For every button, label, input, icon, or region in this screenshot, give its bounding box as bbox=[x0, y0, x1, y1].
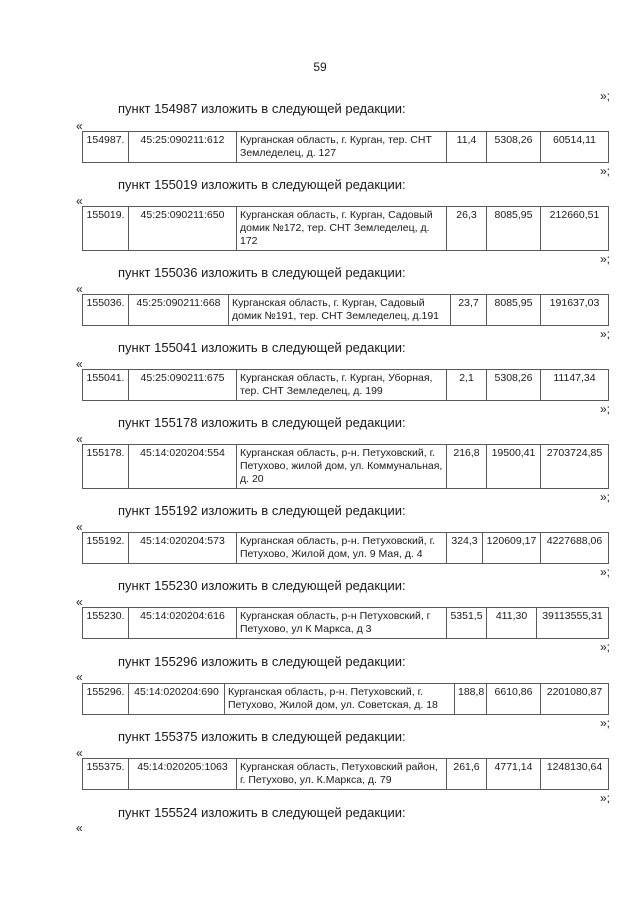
address: Курганская область, р-н Петуховский, г Петухово, ул К Маркса, д 3 bbox=[237, 608, 447, 639]
cadastral-value: 212660,51 bbox=[541, 207, 609, 251]
amendment-table bbox=[82, 294, 609, 326]
opening-quote: « bbox=[76, 432, 83, 446]
opening-quote: « bbox=[76, 595, 83, 609]
area: 23,7 bbox=[451, 295, 487, 326]
opening-quote: « bbox=[76, 746, 83, 760]
address: Курганская область, р-н. Петуховский, г. Петухово, жилой дом, ул. Коммунальная, д. 20 bbox=[237, 445, 447, 489]
cadastral-number: 45:25:090211:612 bbox=[129, 132, 237, 163]
area: 324,3 bbox=[447, 533, 483, 564]
amendment-table bbox=[82, 758, 609, 790]
unit-value: 5308,26 bbox=[487, 132, 541, 163]
opening-quote: « bbox=[76, 520, 83, 534]
cadastral-value: 60514,11 bbox=[541, 132, 609, 163]
table-row bbox=[83, 608, 609, 639]
amendment-heading: пункт 155036 изложить в следующей редакции: bbox=[118, 265, 406, 280]
area: 11,4 bbox=[447, 132, 487, 163]
amendment-table bbox=[82, 607, 609, 639]
amendment-heading: пункт 155178 изложить в следующей редакции: bbox=[118, 415, 406, 430]
opening-quote: « bbox=[76, 357, 83, 371]
page-number: 59 bbox=[313, 60, 327, 74]
closing-quote: »; bbox=[599, 402, 610, 416]
cadastral-number: 45:14:020204:573 bbox=[129, 533, 237, 564]
cadastral-number: 45:14:020204:554 bbox=[129, 445, 237, 489]
opening-quote: « bbox=[76, 670, 83, 684]
closing-quote: »; bbox=[599, 565, 610, 579]
cadastral-value: 1248130,64 bbox=[541, 759, 609, 790]
area: 2,1 bbox=[447, 370, 487, 401]
amendment-heading: пункт 155041 изложить в следующей редакции: bbox=[118, 340, 406, 355]
unit-value: 8085,95 bbox=[487, 295, 541, 326]
table-row bbox=[83, 533, 609, 564]
unit-value: 19500,41 bbox=[487, 445, 541, 489]
item-number: 155375. bbox=[83, 759, 129, 790]
closing-quote: »; bbox=[599, 791, 610, 805]
table-row bbox=[83, 370, 609, 401]
closing-quote: »; bbox=[599, 490, 610, 504]
cadastral-number: 45:25:090211:675 bbox=[129, 370, 237, 401]
amendment-heading: пункт 155524 изложить в следующей редакции: bbox=[118, 805, 406, 820]
amendment-heading: пункт 154987 изложить в следующей редакции: bbox=[118, 101, 406, 116]
cadastral-value: 11147,34 bbox=[541, 370, 609, 401]
item-number: 155178. bbox=[83, 445, 129, 489]
address: Курганская область, г. Курган, Садовый домик №191, тер. СНТ Земледелец, д.191 bbox=[229, 295, 451, 326]
amendment-table bbox=[82, 131, 609, 163]
address: Курганская область, г. Курган, Садовый домик №172, тер. СНТ Земледелец, д. 172 bbox=[237, 207, 447, 251]
area: 188,8 bbox=[455, 684, 487, 715]
item-number: 155230. bbox=[83, 608, 129, 639]
table-row bbox=[83, 207, 609, 251]
closing-quote: »; bbox=[599, 716, 610, 730]
amendment-heading: пункт 155019 изложить в следующей редакции: bbox=[118, 177, 406, 192]
area: 26,3 bbox=[447, 207, 487, 251]
area: 5351,5 bbox=[447, 608, 487, 639]
closing-quote: »; bbox=[599, 640, 610, 654]
cadastral-number: 45:14:020204:616 bbox=[129, 608, 237, 639]
unit-value: 4771,14 bbox=[487, 759, 541, 790]
cadastral-value: 2201080,87 bbox=[541, 684, 609, 715]
item-number: 155019. bbox=[83, 207, 129, 251]
table-row bbox=[83, 132, 609, 163]
cadastral-number: 45:25:090211:668 bbox=[129, 295, 229, 326]
closing-quote: »; bbox=[599, 252, 610, 266]
table-row bbox=[83, 684, 609, 715]
table-row bbox=[83, 295, 609, 326]
amendment-table bbox=[82, 532, 609, 564]
unit-value: 120609,17 bbox=[483, 533, 541, 564]
unit-value: 6610,86 bbox=[487, 684, 541, 715]
area: 216,8 bbox=[447, 445, 487, 489]
cadastral-value: 2703724,85 bbox=[541, 445, 609, 489]
amendment-heading: пункт 155192 изложить в следующей редакции: bbox=[118, 503, 406, 518]
cadastral-number: 45:25:090211:650 bbox=[129, 207, 237, 251]
unit-value: 8085,95 bbox=[487, 207, 541, 251]
closing-quote: »; bbox=[599, 89, 610, 103]
cadastral-value: 4227688,06 bbox=[541, 533, 609, 564]
amendment-table bbox=[82, 369, 609, 401]
opening-quote: « bbox=[76, 119, 83, 133]
cadastral-value: 39113555,31 bbox=[537, 608, 609, 639]
address: Курганская область, г. Курган, тер. СНТ Земледелец, д. 127 bbox=[237, 132, 447, 163]
closing-quote: »; bbox=[599, 327, 610, 341]
opening-quote: « bbox=[76, 282, 83, 296]
cadastral-number: 45:14:020204:690 bbox=[129, 684, 225, 715]
address: Курганская область, г. Курган, Уборная, тер. СНТ Земледелец, д. 199 bbox=[237, 370, 447, 401]
table-row bbox=[83, 445, 609, 489]
cadastral-value: 191637,03 bbox=[541, 295, 609, 326]
item-number: 155296. bbox=[83, 684, 129, 715]
amendment-heading: пункт 155230 изложить в следующей редакции: bbox=[118, 578, 406, 593]
amendment-heading: пункт 155296 изложить в следующей редакции: bbox=[118, 654, 406, 669]
table-row bbox=[83, 759, 609, 790]
opening-quote: « bbox=[76, 821, 83, 835]
address: Курганская область, р-н. Петуховский, г. Петухово, Жилой дом, ул. Советская, д. 18 bbox=[225, 684, 455, 715]
amendment-table bbox=[82, 683, 609, 715]
item-number: 155041. bbox=[83, 370, 129, 401]
item-number: 154987. bbox=[83, 132, 129, 163]
item-number: 155036. bbox=[83, 295, 129, 326]
address: Курганская область, Петуховский район, г. Петухово, ул. К.Маркса, д. 79 bbox=[237, 759, 447, 790]
closing-quote: »; bbox=[599, 164, 610, 178]
area: 261,6 bbox=[447, 759, 487, 790]
amendment-table bbox=[82, 444, 609, 489]
amendment-table bbox=[82, 206, 609, 251]
item-number: 155192. bbox=[83, 533, 129, 564]
opening-quote: « bbox=[76, 194, 83, 208]
amendment-heading: пункт 155375 изложить в следующей редакции: bbox=[118, 729, 406, 744]
cadastral-number: 45:14:020205:1063 bbox=[129, 759, 237, 790]
unit-value: 5308,26 bbox=[487, 370, 541, 401]
address: Курганская область, р-н. Петуховский, г. Петухово, Жилой дом, ул. 9 Мая, д. 4 bbox=[237, 533, 447, 564]
unit-value: 411,30 bbox=[487, 608, 537, 639]
